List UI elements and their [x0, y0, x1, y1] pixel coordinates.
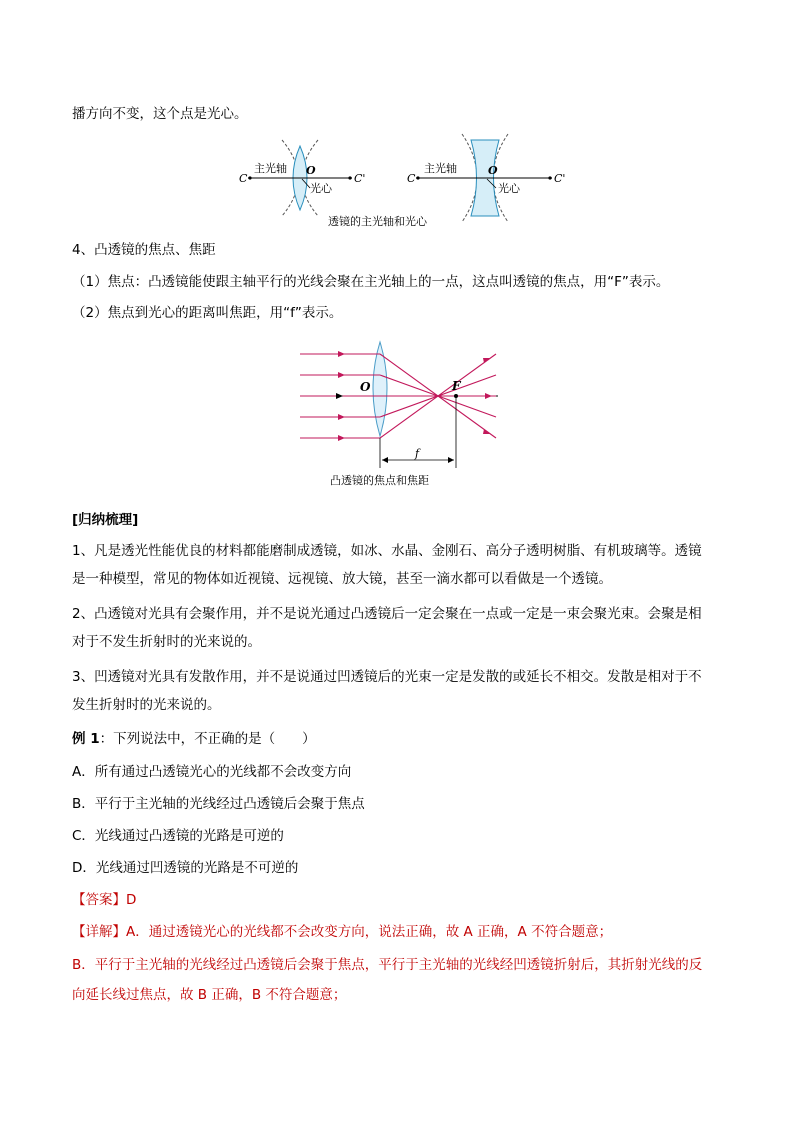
answer-tag: 【答案】 [72, 892, 126, 908]
summary-3-line2: 发生折射时的光来说的。 [72, 697, 221, 713]
convex-c-left: C [239, 172, 248, 185]
focal-point-figure [300, 338, 500, 488]
summary-3-line1: 3、凹透镜对光具有发散作用，并不是说通过凹透镜后的光束一定是发散的或延长不相交。发散是相对于不 [72, 669, 702, 685]
fig2-o-label: O [360, 380, 371, 394]
section4-item2: （2）焦点到光心的距离叫焦距，用“f”表示。 [72, 305, 343, 321]
summary-2-line2: 对于不发生折射时的光来说的。 [72, 634, 261, 650]
option-c: C．光线通过凸透镜的光路是可逆的 [72, 828, 284, 844]
answer-value: D [126, 892, 137, 908]
concave-lens-diagram [407, 134, 565, 222]
detail-a-line [72, 922, 612, 942]
concave-o-label: O [488, 164, 498, 177]
example-question-text: ：下列说法中，不正确的是（ ） [99, 731, 316, 747]
summary-1-line1: 1、凡是透光性能优良的材料都能磨制成透镜，如冰、水晶、金刚石、高分子透明树脂、有机玻璃等。透镜 [72, 543, 702, 559]
concave-c-right: C' [554, 172, 566, 185]
fig2-f-length-label: f [415, 447, 420, 460]
section4-item1: （1）焦点：凸透镜能使跟主轴平行的光线会聚在主光轴上的一点，这点叫透镜的焦点，用“F”表示。 [72, 274, 670, 290]
lens-axis-figure [230, 132, 570, 232]
summary-2-line1: 2、凸透镜对光具有会聚作用，并不是说光通过凸透镜后一定会聚在一点或一定是一束会聚光束。会聚是相 [72, 606, 702, 622]
section4-title: 4、凸透镜的焦点、焦距 [72, 242, 216, 258]
convex-lens-diagram [239, 140, 365, 216]
option-a: A．所有通过凸透镜光心的光线都不会改变方向 [72, 764, 352, 780]
answer-line [72, 890, 136, 910]
top-text: 播方向不变，这个点是光心。 [72, 106, 248, 122]
concave-c-left: C [407, 172, 416, 185]
convex-o-label: O [306, 164, 316, 177]
concave-axis-label: 主光轴 [424, 162, 457, 175]
figure2-caption: 凸透镜的焦点和焦距 [330, 474, 429, 487]
option-d: D．光线通过凹透镜的光路是不可逆的 [72, 860, 299, 876]
figure1-caption: 透镜的主光轴和光心 [328, 215, 427, 228]
concave-center-label: 光心 [498, 182, 520, 195]
fig2-f-point-label: F [452, 379, 461, 393]
example-label: 例 1 [72, 731, 100, 747]
summary-title: [归纳梳理] [72, 512, 139, 528]
summary-1-line2: 是一种模型，常见的物体如近视镜、远视镜、放大镜，甚至一滴水都可以看做是一个透镜。 [72, 571, 612, 587]
example-question [72, 729, 316, 749]
convex-c-right: C' [354, 172, 366, 185]
detail-b-line1: B．平行于主光轴的光线经过凸透镜后会聚于焦点，平行于主光轴的光线经凹透镜折射后，其折射光线的反 [72, 957, 703, 973]
detail-b-line2: 向延长线过焦点，故 B 正确，B 不符合题意； [72, 987, 347, 1003]
detail-tag: 【详解】 [72, 924, 126, 940]
detail-a: A．通过透镜光心的光线都不会改变方向，说法正确，故 A 正确，A 不符合题意； [126, 924, 613, 940]
option-b: B．平行于主光轴的光线经过凸透镜后会聚于焦点 [72, 796, 365, 812]
convex-axis-label: 主光轴 [254, 162, 287, 175]
convex-center-label: 光心 [310, 182, 332, 195]
